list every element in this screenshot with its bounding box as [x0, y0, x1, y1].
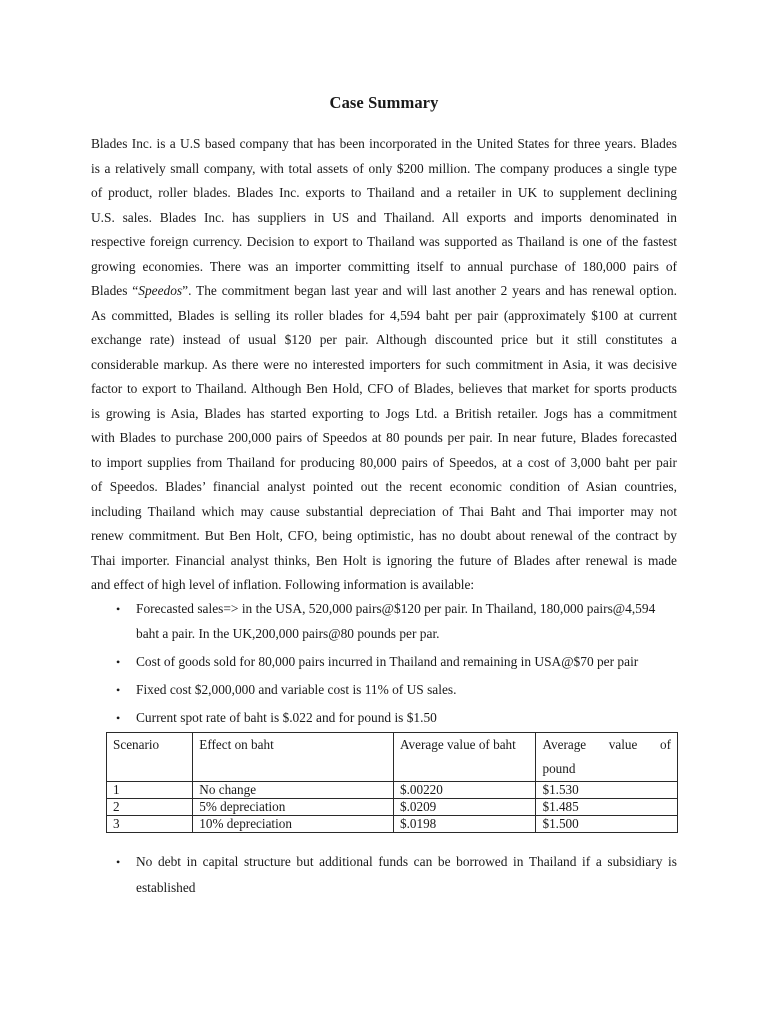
- bullet-text: Forecasted sales=> in the USA, 520,000 pairs@$120 per pair. In Thailand, 180,000 pairs@4,594: [136, 601, 656, 616]
- case-summary-paragraph: [91, 132, 677, 598]
- paragraph-line: and effect of high level of inflation. Following information is available:: [91, 577, 475, 592]
- info-bullet-list: [91, 597, 677, 734]
- bullet-icon: •: [116, 710, 121, 725]
- paragraph-line: respective foreign currency. Decision to export to Thailand was supported as Thailand is one of the fastest: [91, 234, 677, 249]
- paragraph-line: with Blades to purchase 200,000 pairs of Speedos at 80 pounds per pair. In near future, Blades forecasted: [91, 430, 677, 445]
- paragraph-line: growing economies. There was an importer committing itself to annual purchase of 180,000 pairs of: [91, 258, 677, 274]
- bullet-item: [91, 706, 677, 731]
- bullet-text-line: established: [136, 880, 196, 895]
- bullet-icon: •: [116, 602, 121, 616]
- paragraph-fragment: ”. The commitment began last year and will last another 2 years and has renewal option.: [182, 283, 677, 298]
- table-row: [107, 782, 678, 799]
- paragraph-line: to import supplies from Thailand for producing 80,000 pairs of Speedos, at a cost of 3,000 baht per pair: [91, 454, 677, 470]
- paragraph-line: Blades Inc. is a U.S based company that has been incorporated in the United States for three years. Blades: [91, 136, 677, 151]
- cell-scenario: 2: [107, 799, 193, 816]
- paragraph-line: is a relatively small company, with total assets of only $200 million. The company produces a single type: [91, 160, 677, 176]
- header-pound-line: pound: [542, 761, 576, 776]
- paragraph-line: including Thailand which may cause substantial depreciation of Thai Baht and Thai importer may not: [91, 503, 677, 519]
- bullet-item: [91, 678, 677, 703]
- paragraph-line: of product, roller blades. Blades Inc. exports to Thailand and a retailer in UK to supplement declining: [91, 185, 677, 200]
- bullet-text: Cost of goods sold for 80,000 pairs incurred in Thailand and remaining in USA@$70 per pair: [136, 653, 639, 669]
- bullet-icon: •: [116, 682, 121, 697]
- table-row: [107, 799, 678, 816]
- paragraph-line: is growing is Asia, Blades has started exporting to Jogs Ltd. a British retailer. Jogs has a commitment: [91, 405, 677, 421]
- speedos-italic: Speedos: [138, 283, 183, 298]
- cell-scenario: 3: [107, 816, 193, 833]
- bullet-icon: •: [116, 855, 121, 869]
- bullet-text: [136, 849, 677, 901]
- paragraph-fragment: Blades “: [91, 283, 139, 298]
- bullet-item: [91, 849, 677, 901]
- cell-effect: 10% depreciation: [193, 816, 394, 833]
- header-scenario: Scenario: [107, 733, 193, 782]
- header-pound-line: Average value of: [542, 737, 671, 752]
- cell-pound: $1.530: [536, 782, 678, 799]
- cell-pound: $1.485: [536, 799, 678, 816]
- paragraph-line: factor to export to Thailand. Although Ben Hold, CFO of Blades, believes that market for sports products: [91, 381, 677, 396]
- bullet-item: [91, 650, 677, 675]
- bullet-text-line: No debt in capital structure but additional funds can be borrowed in Thailand if a subsidiary is: [136, 854, 677, 869]
- paragraph-line: renew commitment. But Ben Holt, CFO, being optimistic, has no doubt about renewal of the contract by: [91, 528, 677, 543]
- bullet-text: Fixed cost $2,000,000 and variable cost is 11% of US sales.: [136, 681, 457, 697]
- paragraph-line: of Speedos. Blades’ financial analyst pointed out the recent economic condition of Asian countries,: [91, 479, 677, 494]
- paragraph-line: U.S. sales. Blades Inc. has suppliers in US and Thailand. All exports and imports denominated in: [91, 209, 677, 225]
- paragraph-line: [91, 279, 677, 304]
- cell-baht: $.0209: [393, 799, 535, 816]
- header-effect-on-baht: Effect on baht: [193, 733, 394, 782]
- header-average-pound: [536, 733, 678, 782]
- paragraph-line: As committed, Blades is selling its roller blades for 4,594 baht per pair (approximately $100 at current: [91, 307, 677, 323]
- cell-effect: No change: [193, 782, 394, 799]
- page-title: Case Summary: [329, 93, 439, 112]
- bullet-text: baht a pair. In the UK,200,000 pairs@80 pounds per par.: [136, 625, 440, 641]
- bullet-icon: •: [116, 654, 121, 669]
- scenario-table: [106, 732, 678, 833]
- bullet-item: [91, 597, 677, 646]
- cell-effect: 5% depreciation: [193, 799, 394, 816]
- paragraph-line: considerable markup. As there were no interested importers for such commitment in Asia, it was decisive: [91, 356, 677, 372]
- paragraph-line: exchange rate) instead of usual $120 per pair. Although discounted price but it still constitutes a: [91, 332, 677, 347]
- paragraph-line: Thai importer. Financial analyst thinks, Ben Holt is ignoring the future of Blades after renewal is made: [91, 552, 677, 568]
- cell-baht: $.00220: [393, 782, 535, 799]
- bullet-text: Current spot rate of baht is $.022 and for pound is $1.50: [136, 709, 437, 725]
- header-average-baht: Average value of baht: [393, 733, 535, 782]
- cell-pound: $1.500: [536, 816, 678, 833]
- cell-baht: $.0198: [393, 816, 535, 833]
- cell-scenario: 1: [107, 782, 193, 799]
- table-header-row: [107, 733, 678, 782]
- table-row: [107, 816, 678, 833]
